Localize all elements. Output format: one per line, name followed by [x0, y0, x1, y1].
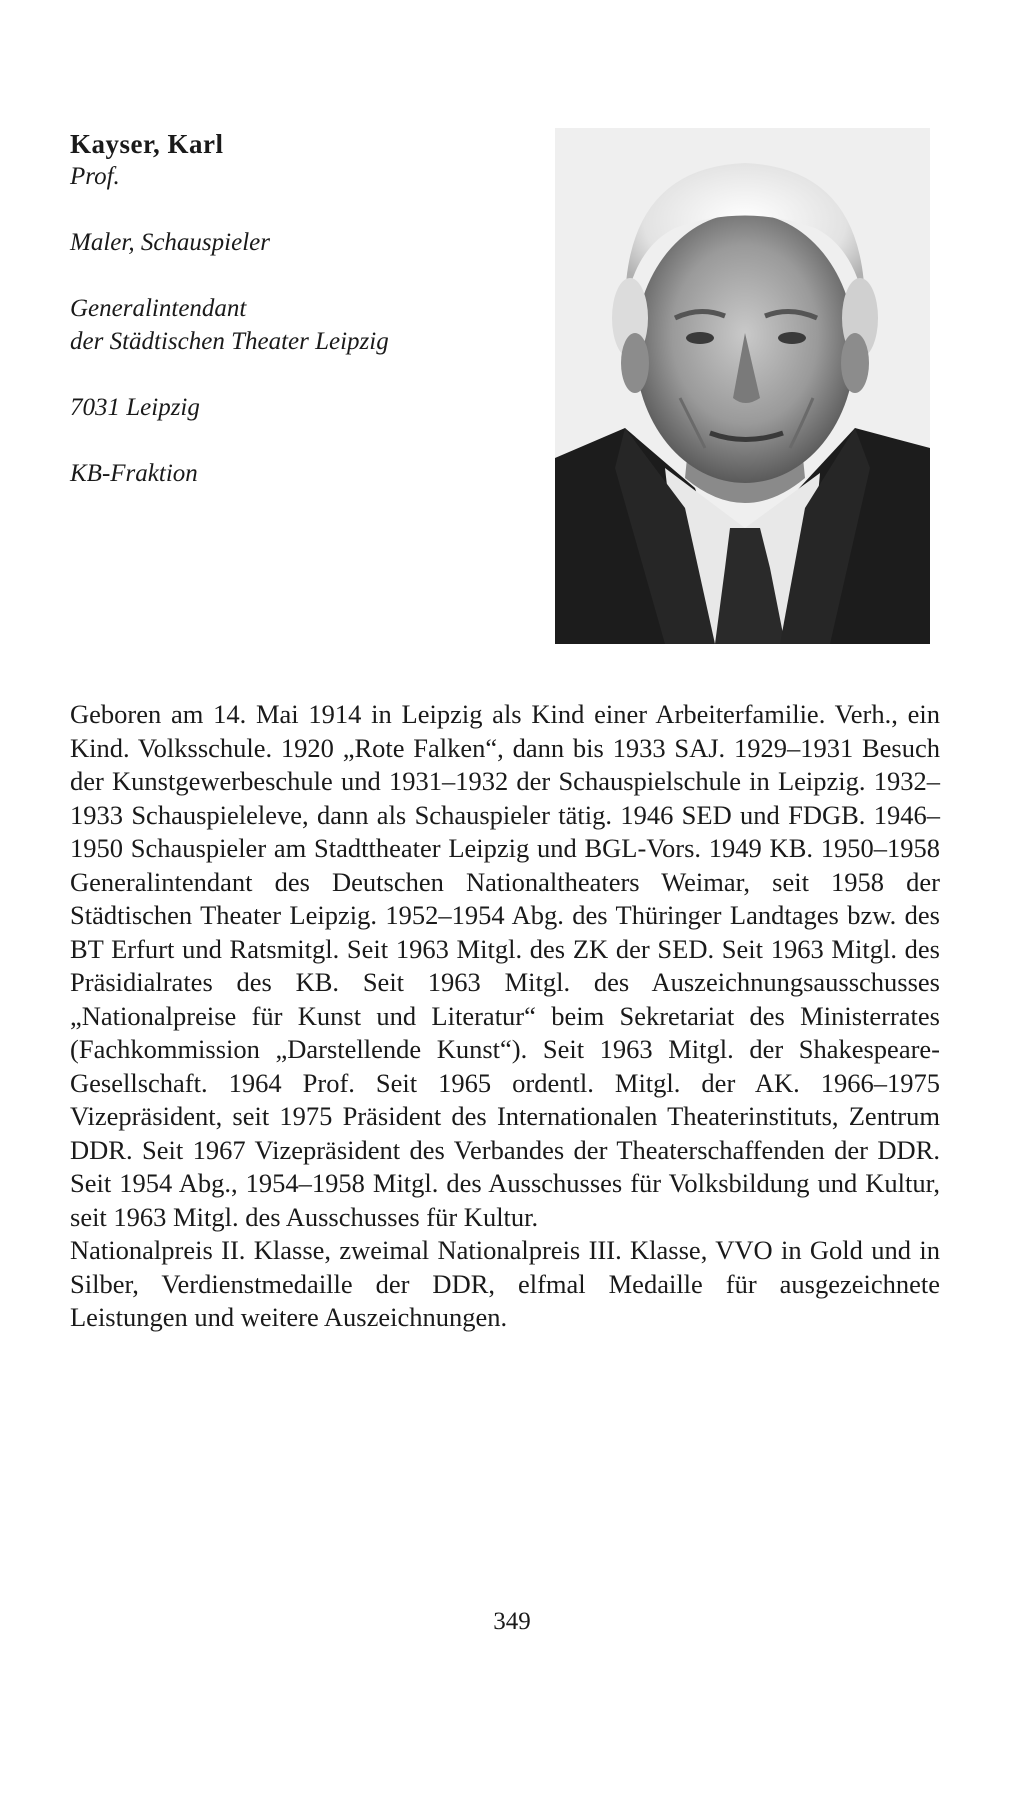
entry-header [70, 128, 530, 490]
person-position-line2: der Städtischen Theater Leipzig [70, 328, 389, 355]
biography-text [70, 698, 940, 1335]
person-position-line1: Generalintendant [70, 295, 247, 322]
person-location: 7031 Leipzig [70, 394, 200, 421]
biography-paragraph-awards: Nationalpreis II. Klasse, zweimal Nationalpreis III. Klasse, VVO in Gold und in Silber, Verdienstmedaille der DDR, elfmal Medaille für ausgezeichnete Leistungen und weitere Auszeichnungen. [70, 1235, 940, 1332]
person-profession: Maler, Schauspieler [70, 229, 270, 256]
page-number: 349 [493, 1608, 531, 1635]
person-name: Kayser, Karl [70, 129, 224, 159]
biography-paragraph-career: Geboren am 14. Mai 1914 in Leipzig als Kind einer Arbeiterfamilie. Verh., ein Kind. Volksschule. 1920 „Rote Falken“, dann bis 1933 SAJ. 1929–1931 Besuch der Kunstgewerbeschule und 1931–1932 der Schauspielschule in Leipzig. 1932–1933 Schauspieleleve, dann als Schauspieler tätig. 1946 SED und FDGB. 1946–1950 Schauspieler am Stadttheater Leipzig und BGL-Vors. 1949 KB. 1950–1958 Generalintendant des Deutschen Nationaltheaters Weimar, seit 1958 der Städtischen Theater Leipzig. 1952–1954 Abg. des Thüringer Landtages bzw. des BT Erfurt und Ratsmitgl. Seit 1963 Mitgl. des ZK der SED. Seit 1963 Mitgl. des Präsidialrates des KB. Seit 1963 Mitgl. des Auszeichnungsausschusses „Nationalpreise für Kunst und Literatur“ beim Sekretariat des Ministerrates (Fachkommission „Darstellende Kunst“). Seit 1963 Mitgl. der Shakespeare-Gesellschaft. 1964 Prof. Seit 1965 ordentl. Mitgl. der AK. 1966–1975 Vizepräsident, seit 1975 Präsident des Internationalen Theaterinstituts, Zentrum DDR. Seit 1967 Vizepräsident des Verbandes der Theaterschaffenden der DDR. Seit 1954 Abg., 1954–1958 Mitgl. des Ausschusses für Volksbildung und Kultur, seit 1963 Mitgl. des Ausschusses für Kultur. [70, 699, 940, 1232]
person-faction: KB-Fraktion [70, 460, 198, 487]
portrait-photo [555, 128, 930, 644]
person-title: Prof. [70, 163, 120, 190]
